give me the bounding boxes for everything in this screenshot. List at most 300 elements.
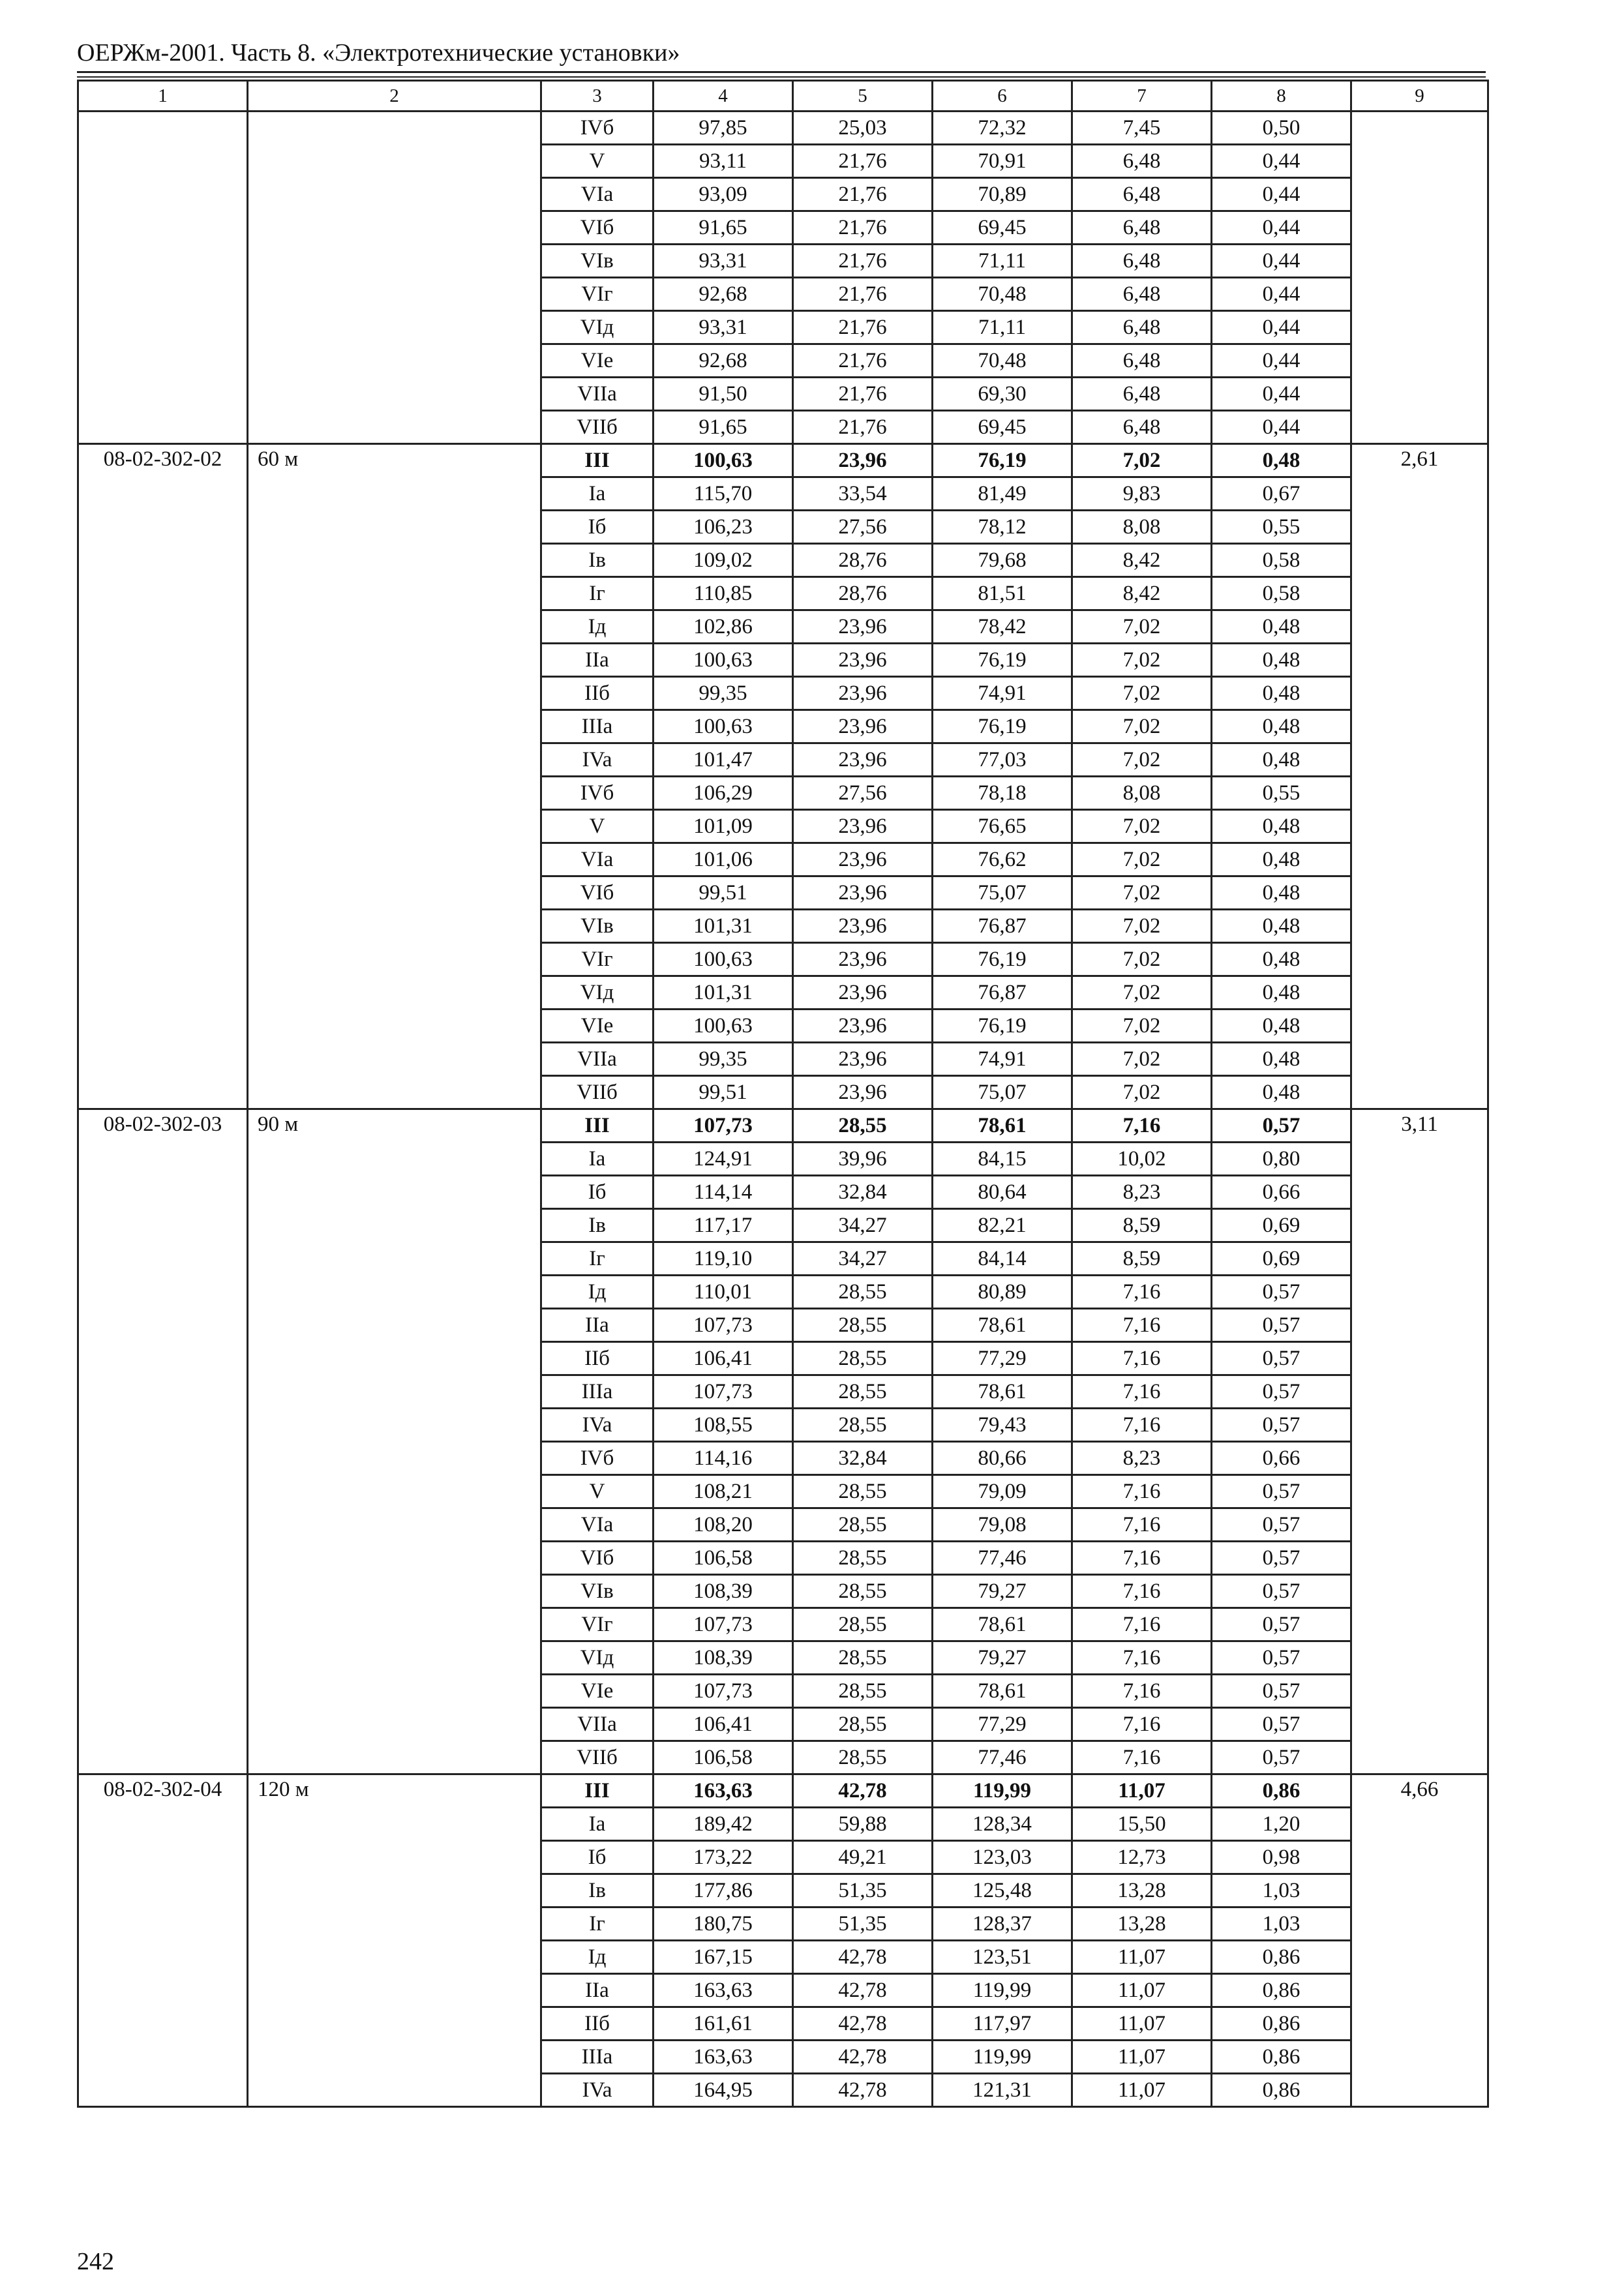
value-cell: 161,61	[654, 2007, 793, 2041]
prices-table	[77, 80, 1489, 2108]
value-cell: 28,55	[793, 1309, 933, 1342]
value-cell: 77,46	[933, 1542, 1072, 1575]
value-cell: 0,98	[1212, 1841, 1351, 1874]
value-cell: 163,63	[654, 2041, 793, 2074]
value-cell: 7,16	[1072, 1475, 1212, 1508]
value-cell: 42,78	[793, 2041, 933, 2074]
value-cell: 128,34	[933, 1808, 1072, 1841]
zone-cell: IIIa	[541, 1375, 654, 1409]
value-cell: 28,55	[793, 1542, 933, 1575]
value-cell: 21,76	[793, 311, 933, 344]
value-cell: 23,96	[793, 444, 933, 477]
value-cell: 0,67	[1212, 477, 1351, 511]
value-cell: 0,44	[1212, 145, 1351, 178]
zone-cell: IIa	[541, 644, 654, 677]
value-cell: 114,14	[654, 1176, 793, 1209]
value-cell: 0,57	[1212, 1542, 1351, 1575]
resource-description-cell: 60 м	[248, 444, 541, 1109]
value-cell: 0,48	[1212, 876, 1351, 910]
zone-cell: VIIб	[541, 411, 654, 444]
value-cell: 77,03	[933, 743, 1072, 777]
zone-cell: V	[541, 1475, 654, 1508]
value-cell: 32,84	[793, 1442, 933, 1475]
resource-code-cell: 08-02-302-03	[78, 1109, 248, 1774]
value-cell: 10,02	[1072, 1143, 1212, 1176]
resource-description-cell: 90 м	[248, 1109, 541, 1774]
value-cell: 93,31	[654, 311, 793, 344]
value-cell: 0,58	[1212, 577, 1351, 610]
value-cell: 128,37	[933, 1908, 1072, 1941]
zone-cell: VIa	[541, 178, 654, 211]
value-cell: 28,55	[793, 1375, 933, 1409]
value-cell: 106,58	[654, 1741, 793, 1774]
value-cell: 0,48	[1212, 444, 1351, 477]
value-cell: 11,07	[1072, 1774, 1212, 1808]
zone-cell: VIIa	[541, 378, 654, 411]
value-cell: 12,73	[1072, 1841, 1212, 1874]
zone-cell: IVб	[541, 777, 654, 810]
value-cell: 28,55	[793, 1641, 933, 1675]
value-cell: 93,09	[654, 178, 793, 211]
zone-cell: Iг	[541, 1908, 654, 1941]
value-cell: 100,63	[654, 444, 793, 477]
value-cell: 0,55	[1212, 777, 1351, 810]
value-cell: 7,02	[1072, 876, 1212, 910]
value-cell: 21,76	[793, 278, 933, 311]
value-cell: 7,16	[1072, 1276, 1212, 1309]
table-row	[78, 1109, 1488, 1143]
zone-cell: VIв	[541, 910, 654, 943]
zone-cell: VIв	[541, 1575, 654, 1608]
value-cell: 106,41	[654, 1342, 793, 1375]
zone-cell: IVa	[541, 1409, 654, 1442]
value-cell: 84,15	[933, 1143, 1072, 1176]
value-cell: 78,61	[933, 1675, 1072, 1708]
zone-cell: VIa	[541, 843, 654, 876]
value-cell: 0,86	[1212, 2007, 1351, 2041]
value-cell: 8,23	[1072, 1442, 1212, 1475]
zone-cell: Iд	[541, 610, 654, 644]
value-cell: 8,08	[1072, 511, 1212, 544]
value-cell: 0,57	[1212, 1608, 1351, 1641]
value-cell: 6,48	[1072, 178, 1212, 211]
value-cell: 7,02	[1072, 943, 1212, 976]
value-cell: 7,16	[1072, 1708, 1212, 1741]
value-cell: 23,96	[793, 710, 933, 743]
labor-cost-cell: 4,66	[1351, 1774, 1488, 2107]
value-cell: 0,57	[1212, 1276, 1351, 1309]
value-cell: 101,31	[654, 976, 793, 1010]
zone-cell: Iв	[541, 544, 654, 577]
value-cell: 8,08	[1072, 777, 1212, 810]
value-cell: 21,76	[793, 378, 933, 411]
value-cell: 7,45	[1072, 112, 1212, 145]
value-cell: 0,57	[1212, 1575, 1351, 1608]
value-cell: 79,27	[933, 1641, 1072, 1675]
value-cell: 77,29	[933, 1708, 1072, 1741]
value-cell: 163,63	[654, 1774, 793, 1808]
value-cell: 70,48	[933, 344, 1072, 378]
value-cell: 0,66	[1212, 1176, 1351, 1209]
value-cell: 101,47	[654, 743, 793, 777]
value-cell: 11,07	[1072, 1974, 1212, 2007]
page-number: 242	[77, 2248, 114, 2275]
value-cell: 8,59	[1072, 1242, 1212, 1276]
value-cell: 7,16	[1072, 1741, 1212, 1774]
zone-cell: IIa	[541, 1309, 654, 1342]
value-cell: 7,16	[1072, 1608, 1212, 1641]
value-cell: 23,96	[793, 677, 933, 710]
value-cell: 13,28	[1072, 1874, 1212, 1908]
value-cell: 92,68	[654, 344, 793, 378]
value-cell: 28,55	[793, 1342, 933, 1375]
value-cell: 0,57	[1212, 1375, 1351, 1409]
value-cell: 71,11	[933, 245, 1072, 278]
value-cell: 0,48	[1212, 976, 1351, 1010]
value-cell: 72,32	[933, 112, 1072, 145]
value-cell: 0,80	[1212, 1143, 1351, 1176]
value-cell: 11,07	[1072, 2041, 1212, 2074]
value-cell: 7,16	[1072, 1109, 1212, 1143]
value-cell: 93,11	[654, 145, 793, 178]
value-cell: 28,55	[793, 1508, 933, 1542]
value-cell: 0,44	[1212, 311, 1351, 344]
table-row	[78, 444, 1488, 477]
value-cell: 7,16	[1072, 1508, 1212, 1542]
zone-cell: Iд	[541, 1276, 654, 1309]
prices-table-body	[78, 81, 1488, 2107]
zone-cell: VIIб	[541, 1076, 654, 1109]
value-cell: 0,44	[1212, 211, 1351, 245]
value-cell: 0,86	[1212, 2041, 1351, 2074]
value-cell: 28,76	[793, 577, 933, 610]
value-cell: 25,03	[793, 112, 933, 145]
zone-cell: VIд	[541, 976, 654, 1010]
value-cell: 0,57	[1212, 1409, 1351, 1442]
value-cell: 77,46	[933, 1741, 1072, 1774]
value-cell: 6,48	[1072, 145, 1212, 178]
value-cell: 42,78	[793, 2007, 933, 2041]
zone-cell: VIе	[541, 344, 654, 378]
value-cell: 80,89	[933, 1276, 1072, 1309]
value-cell: 189,42	[654, 1808, 793, 1841]
zone-cell: IIIa	[541, 710, 654, 743]
column-header: 2	[248, 81, 541, 112]
value-cell: 0,44	[1212, 178, 1351, 211]
value-cell: 11,07	[1072, 2074, 1212, 2107]
value-cell: 76,62	[933, 843, 1072, 876]
value-cell: 177,86	[654, 1874, 793, 1908]
zone-cell: Iб	[541, 511, 654, 544]
value-cell: 110,85	[654, 577, 793, 610]
value-cell: 81,49	[933, 477, 1072, 511]
value-cell: 117,97	[933, 2007, 1072, 2041]
zone-cell: III	[541, 1774, 654, 1808]
zone-cell: VIб	[541, 1542, 654, 1575]
resource-code-cell: 08-02-302-02	[78, 444, 248, 1109]
value-cell: 23,96	[793, 1010, 933, 1043]
value-cell: 107,73	[654, 1109, 793, 1143]
value-cell: 28,55	[793, 1276, 933, 1309]
zone-cell: IVa	[541, 743, 654, 777]
value-cell: 0,48	[1212, 644, 1351, 677]
value-cell: 91,50	[654, 378, 793, 411]
value-cell: 7,16	[1072, 1641, 1212, 1675]
value-cell: 79,09	[933, 1475, 1072, 1508]
value-cell: 110,01	[654, 1276, 793, 1309]
value-cell: 0,44	[1212, 378, 1351, 411]
value-cell: 115,70	[654, 477, 793, 511]
value-cell: 28,55	[793, 1575, 933, 1608]
value-cell: 119,99	[933, 1974, 1072, 2007]
value-cell: 21,76	[793, 344, 933, 378]
value-cell: 70,91	[933, 145, 1072, 178]
value-cell: 108,20	[654, 1508, 793, 1542]
value-cell: 70,89	[933, 178, 1072, 211]
value-cell: 119,99	[933, 2041, 1072, 2074]
zone-cell: Iб	[541, 1841, 654, 1874]
zone-cell: IVб	[541, 1442, 654, 1475]
zone-cell: III	[541, 1109, 654, 1143]
column-header-row	[78, 81, 1488, 112]
value-cell: 0,48	[1212, 1043, 1351, 1076]
value-cell: 76,19	[933, 710, 1072, 743]
resource-description-cell	[248, 112, 541, 444]
value-cell: 21,76	[793, 411, 933, 444]
value-cell: 78,61	[933, 1309, 1072, 1342]
value-cell: 0,48	[1212, 810, 1351, 843]
zone-cell: VIг	[541, 278, 654, 311]
value-cell: 7,16	[1072, 1409, 1212, 1442]
zone-cell: VIе	[541, 1675, 654, 1708]
table-row	[78, 112, 1488, 145]
value-cell: 0,57	[1212, 1508, 1351, 1542]
value-cell: 75,07	[933, 876, 1072, 910]
value-cell: 7,02	[1072, 743, 1212, 777]
value-cell: 164,95	[654, 2074, 793, 2107]
value-cell: 0,55	[1212, 511, 1351, 544]
column-header: 6	[933, 81, 1072, 112]
labor-cost-cell: 2,61	[1351, 444, 1488, 1109]
labor-cost-cell: 3,11	[1351, 1109, 1488, 1774]
value-cell: 99,51	[654, 1076, 793, 1109]
value-cell: 102,86	[654, 610, 793, 644]
value-cell: 163,63	[654, 1974, 793, 2007]
value-cell: 0,58	[1212, 544, 1351, 577]
zone-cell: VIб	[541, 876, 654, 910]
value-cell: 1,20	[1212, 1808, 1351, 1841]
value-cell: 11,07	[1072, 2007, 1212, 2041]
zone-cell: Ia	[541, 477, 654, 511]
value-cell: 100,63	[654, 644, 793, 677]
zone-cell: VIг	[541, 943, 654, 976]
value-cell: 28,55	[793, 1475, 933, 1508]
column-header: 8	[1212, 81, 1351, 112]
value-cell: 1,03	[1212, 1874, 1351, 1908]
value-cell: 0,48	[1212, 743, 1351, 777]
page-header-title: ОЕРЖм-2001. Часть 8. «Электротехнические установки»	[77, 39, 680, 67]
value-cell: 0,48	[1212, 1010, 1351, 1043]
value-cell: 79,43	[933, 1409, 1072, 1442]
value-cell: 71,11	[933, 311, 1072, 344]
value-cell: 7,02	[1072, 910, 1212, 943]
value-cell: 27,56	[793, 777, 933, 810]
value-cell: 42,78	[793, 1941, 933, 1974]
value-cell: 42,78	[793, 1974, 933, 2007]
value-cell: 74,91	[933, 677, 1072, 710]
zone-cell: IVб	[541, 112, 654, 145]
value-cell: 99,35	[654, 677, 793, 710]
value-cell: 39,96	[793, 1143, 933, 1176]
value-cell: 106,23	[654, 511, 793, 544]
value-cell: 99,35	[654, 1043, 793, 1076]
value-cell: 78,61	[933, 1375, 1072, 1409]
value-cell: 51,35	[793, 1908, 933, 1941]
value-cell: 28,55	[793, 1608, 933, 1641]
value-cell: 7,16	[1072, 1675, 1212, 1708]
value-cell: 76,87	[933, 976, 1072, 1010]
value-cell: 108,55	[654, 1409, 793, 1442]
value-cell: 0,86	[1212, 1941, 1351, 1974]
value-cell: 75,07	[933, 1076, 1072, 1109]
zone-cell: VIе	[541, 1010, 654, 1043]
value-cell: 108,39	[654, 1641, 793, 1675]
value-cell: 121,31	[933, 2074, 1072, 2107]
value-cell: 21,76	[793, 145, 933, 178]
value-cell: 108,39	[654, 1575, 793, 1608]
value-cell: 100,63	[654, 943, 793, 976]
value-cell: 76,19	[933, 1010, 1072, 1043]
value-cell: 91,65	[654, 411, 793, 444]
value-cell: 106,41	[654, 1708, 793, 1741]
value-cell: 70,48	[933, 278, 1072, 311]
value-cell: 7,02	[1072, 677, 1212, 710]
value-cell: 0,50	[1212, 112, 1351, 145]
value-cell: 93,31	[654, 245, 793, 278]
value-cell: 21,76	[793, 178, 933, 211]
value-cell: 8,42	[1072, 544, 1212, 577]
resource-code-cell: 08-02-302-04	[78, 1774, 248, 2107]
value-cell: 51,35	[793, 1874, 933, 1908]
value-cell: 0,48	[1212, 910, 1351, 943]
value-cell: 79,27	[933, 1575, 1072, 1608]
value-cell: 7,02	[1072, 644, 1212, 677]
value-cell: 124,91	[654, 1143, 793, 1176]
zone-cell: III	[541, 444, 654, 477]
value-cell: 78,18	[933, 777, 1072, 810]
value-cell: 123,51	[933, 1941, 1072, 1974]
value-cell: 11,07	[1072, 1941, 1212, 1974]
value-cell: 0,57	[1212, 1109, 1351, 1143]
column-header: 9	[1351, 81, 1488, 112]
value-cell: 23,96	[793, 610, 933, 644]
value-cell: 76,19	[933, 644, 1072, 677]
value-cell: 0,57	[1212, 1741, 1351, 1774]
zone-cell: VIв	[541, 245, 654, 278]
zone-cell: Iв	[541, 1209, 654, 1242]
value-cell: 78,61	[933, 1608, 1072, 1641]
value-cell: 76,19	[933, 943, 1072, 976]
value-cell: 114,16	[654, 1442, 793, 1475]
value-cell: 23,96	[793, 910, 933, 943]
value-cell: 109,02	[654, 544, 793, 577]
value-cell: 34,27	[793, 1209, 933, 1242]
header-rule-top	[77, 71, 1486, 73]
value-cell: 49,21	[793, 1841, 933, 1874]
value-cell: 23,96	[793, 943, 933, 976]
value-cell: 7,02	[1072, 1076, 1212, 1109]
value-cell: 117,17	[654, 1209, 793, 1242]
zone-cell: V	[541, 145, 654, 178]
value-cell: 167,15	[654, 1941, 793, 1974]
value-cell: 42,78	[793, 1774, 933, 1808]
resource-description-cell: 120 м	[248, 1774, 541, 2107]
zone-cell: VIIб	[541, 1741, 654, 1774]
value-cell: 78,12	[933, 511, 1072, 544]
value-cell: 7,16	[1072, 1375, 1212, 1409]
value-cell: 79,68	[933, 544, 1072, 577]
value-cell: 7,16	[1072, 1542, 1212, 1575]
value-cell: 0,86	[1212, 2074, 1351, 2107]
value-cell: 6,48	[1072, 245, 1212, 278]
value-cell: 0,57	[1212, 1342, 1351, 1375]
header-rule-bottom	[77, 76, 1486, 78]
table-row	[78, 1774, 1488, 1808]
column-header: 7	[1072, 81, 1212, 112]
value-cell: 28,55	[793, 1708, 933, 1741]
value-cell: 28,55	[793, 1109, 933, 1143]
value-cell: 21,76	[793, 211, 933, 245]
value-cell: 23,96	[793, 876, 933, 910]
value-cell: 1,03	[1212, 1908, 1351, 1941]
value-cell: 173,22	[654, 1841, 793, 1874]
value-cell: 108,21	[654, 1475, 793, 1508]
value-cell: 23,96	[793, 743, 933, 777]
zone-cell: Iд	[541, 1941, 654, 1974]
value-cell: 76,87	[933, 910, 1072, 943]
value-cell: 97,85	[654, 112, 793, 145]
value-cell: 100,63	[654, 1010, 793, 1043]
zone-cell: VIб	[541, 211, 654, 245]
value-cell: 101,09	[654, 810, 793, 843]
value-cell: 0,44	[1212, 278, 1351, 311]
value-cell: 119,99	[933, 1774, 1072, 1808]
value-cell: 80,66	[933, 1442, 1072, 1475]
value-cell: 106,29	[654, 777, 793, 810]
value-cell: 101,31	[654, 910, 793, 943]
value-cell: 28,55	[793, 1741, 933, 1774]
value-cell: 8,23	[1072, 1176, 1212, 1209]
value-cell: 125,48	[933, 1874, 1072, 1908]
value-cell: 76,19	[933, 444, 1072, 477]
value-cell: 8,59	[1072, 1209, 1212, 1242]
value-cell: 79,08	[933, 1508, 1072, 1542]
value-cell: 42,78	[793, 2074, 933, 2107]
value-cell: 69,30	[933, 378, 1072, 411]
zone-cell: IIIa	[541, 2041, 654, 2074]
value-cell: 7,16	[1072, 1342, 1212, 1375]
zone-cell: IIб	[541, 2007, 654, 2041]
zone-cell: V	[541, 810, 654, 843]
value-cell: 34,27	[793, 1242, 933, 1276]
column-header: 4	[654, 81, 793, 112]
value-cell: 74,91	[933, 1043, 1072, 1076]
value-cell: 0,57	[1212, 1641, 1351, 1675]
value-cell: 107,73	[654, 1309, 793, 1342]
value-cell: 6,48	[1072, 411, 1212, 444]
value-cell: 0,44	[1212, 411, 1351, 444]
value-cell: 6,48	[1072, 278, 1212, 311]
